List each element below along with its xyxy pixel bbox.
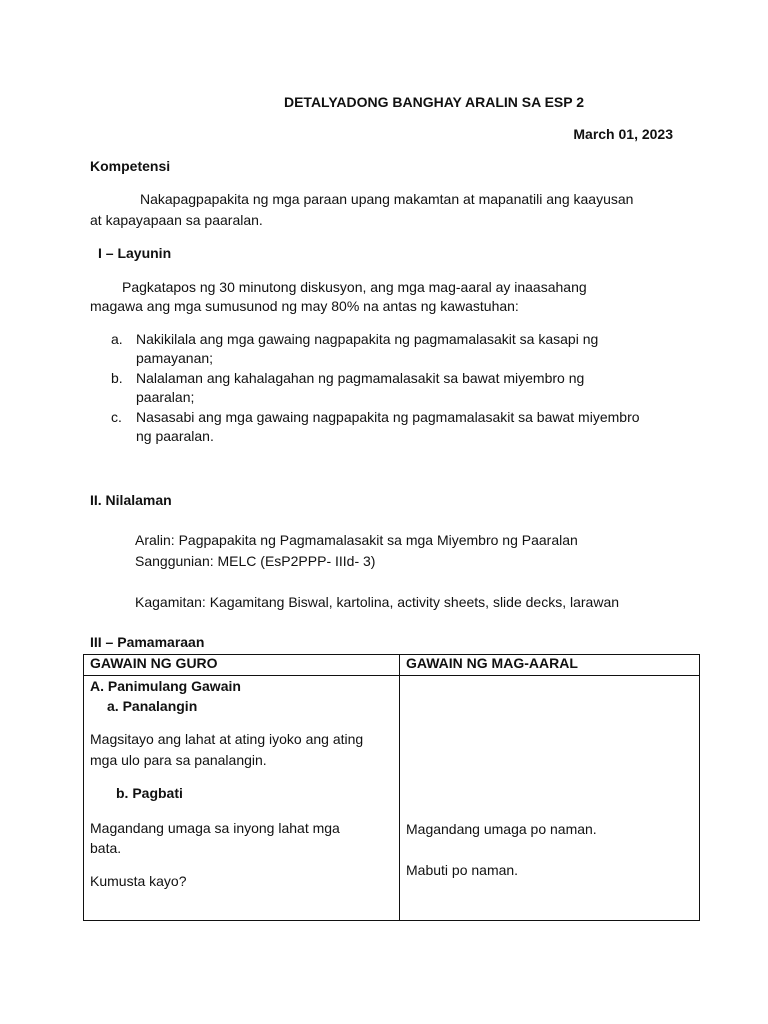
student-response-wellbeing: Mabuti po naman. (406, 862, 519, 878)
guro-cell (84, 676, 400, 921)
panalangin-text-line1: Magsitayo ang lahat at ating iyoko ang ating (90, 731, 364, 747)
table-header-row (84, 655, 700, 676)
procedure-table (83, 654, 700, 921)
section-panimulang-gawain: A. Panimulang Gawain (90, 678, 241, 694)
table-row (84, 676, 700, 921)
objectives-list (105, 330, 695, 447)
nilalaman-aralin: Aralin: Pagpapakita ng Pagmamalasakit sa mga Miyembro ng Paaralan (135, 532, 578, 548)
kompetensi-text-line1: Nakapagpapakita ng mga paraan upang makamtan at mapanatili ang kaayusan (140, 191, 634, 207)
subsection-pagbati: b. Pagbati (116, 785, 183, 801)
panalangin-text-line2: mga ulo para sa panalangin. (90, 752, 267, 768)
layunin-heading: I – Layunin (98, 245, 172, 261)
objective-letter: a. (111, 331, 123, 347)
kumusta-text: Kumusta kayo? (90, 873, 187, 889)
objective-line2: ng paaralan. (136, 428, 214, 444)
objective-line1: Nalalaman ang kahalagahan ng pagmamalasakit sa bawat miyembro ng (136, 370, 585, 386)
objective-item (105, 408, 695, 446)
layunin-intro-line1: Pagkatapos ng 30 minutong diskusyon, ang mga mag-aaral ay inaasahang (122, 279, 587, 295)
objective-letter: c. (111, 409, 122, 425)
pamamaraan-heading: III – Pamamaraan (90, 634, 205, 650)
nilalaman-kagamitan: Kagamitan: Kagamitang Biswal, kartolina, activity sheets, slide decks, larawan (135, 594, 620, 610)
student-response-greeting: Magandang umaga po naman. (406, 821, 597, 837)
mag-aaral-cell (400, 676, 700, 921)
kompetensi-text-line2: at kapayapaan sa paaralan. (90, 212, 263, 228)
objective-item (105, 330, 695, 368)
objective-line2: pamayanan; (136, 350, 214, 366)
objective-letter: b. (111, 370, 123, 386)
column-header-mag-aaral: GAWAIN NG MAG-AARAL (400, 655, 700, 676)
document-date: March 01, 2023 (573, 126, 673, 142)
nilalaman-sanggunian: Sanggunian: MELC (EsP2PPP- IIId- 3) (135, 553, 376, 569)
objective-line1: Nasasabi ang mga gawaing nagpapakita ng pagmamalasakit sa bawat miyembro (136, 409, 640, 425)
document-title: DETALYADONG BANGHAY ARALIN SA ESP 2 (283, 94, 585, 110)
pagbati-text-line1: Magandang umaga sa inyong lahat mga (90, 820, 340, 836)
layunin-intro-line2: magawa ang mga sumusunod ng may 80% na antas ng kawastuhan: (90, 298, 519, 314)
nilalaman-heading: II. Nilalaman (90, 492, 172, 508)
objective-line2: paaralan; (136, 389, 195, 405)
kompetensi-heading: Kompetensi (90, 158, 171, 174)
pagbati-text-line2: bata. (90, 840, 122, 856)
column-header-guro: GAWAIN NG GURO (84, 655, 400, 676)
objective-line1: Nakikilala ang mga gawaing nagpapakita ng pagmamalasakit sa kasapi ng (136, 331, 599, 347)
objective-item (105, 369, 695, 407)
subsection-panalangin: a. Panalangin (107, 698, 198, 714)
